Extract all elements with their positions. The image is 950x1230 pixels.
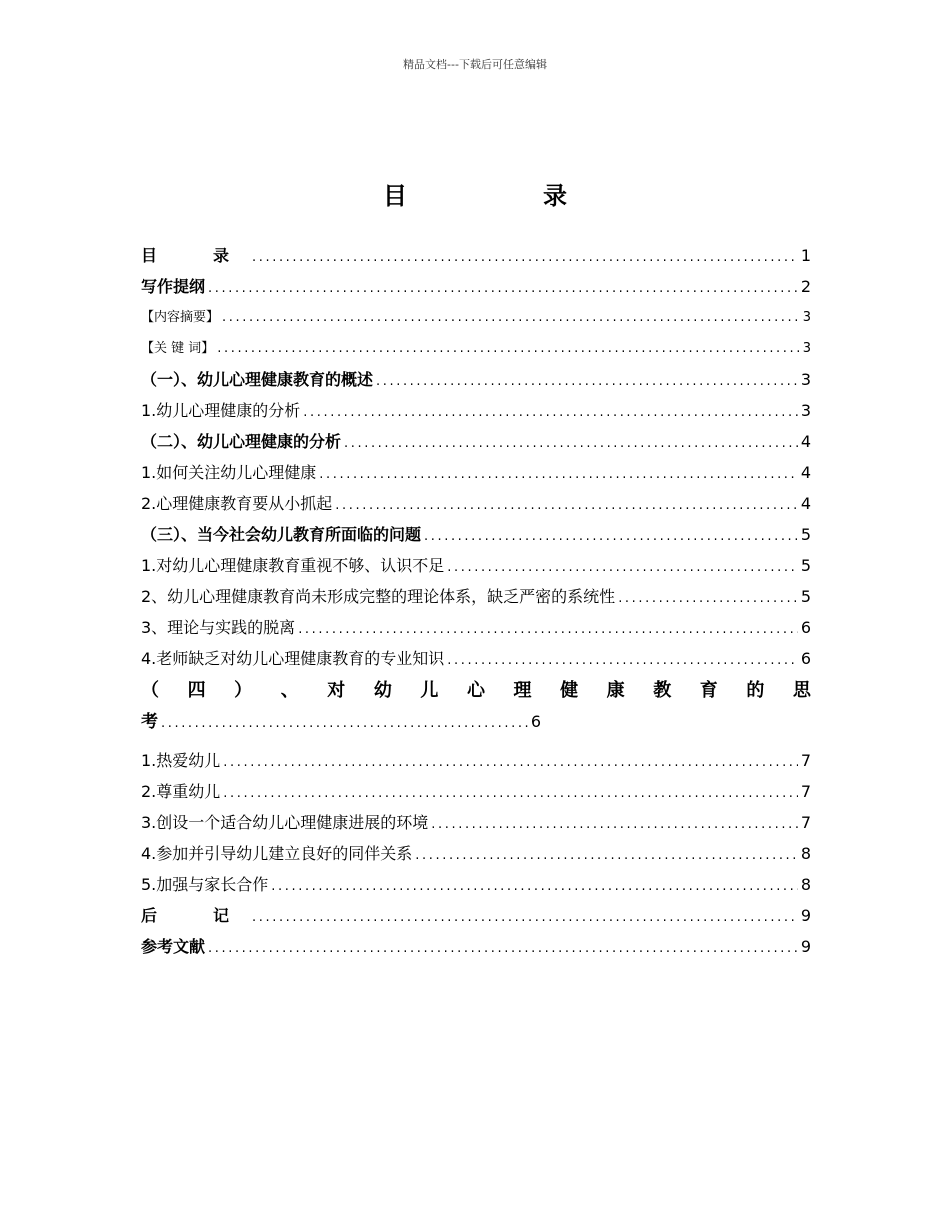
toc-entry[interactable] — [141, 745, 811, 776]
toc-entry[interactable] — [141, 364, 811, 395]
toc-entry-page: 7 — [800, 751, 811, 770]
toc-entry[interactable] — [141, 271, 811, 302]
heading-char: （ — [141, 680, 159, 701]
toc-entry-label: （二）、幼儿心理健康的分析 — [141, 432, 342, 451]
heading-char: 思 — [792, 680, 811, 701]
toc-entry-label: 【内容摘要】 — [141, 310, 220, 325]
toc-entry-label: 1.幼儿心理健康的分析 — [141, 401, 301, 420]
toc-entry[interactable] — [141, 838, 811, 869]
toc-leader-dots — [208, 273, 798, 302]
toc-leader-dots — [431, 809, 798, 838]
heading-char: 康 — [606, 680, 625, 701]
toc-entry-page: 8 — [800, 875, 811, 894]
toc-entry-page: 5 — [800, 525, 811, 544]
heading-char: 教 — [653, 680, 672, 701]
toc-leader-dots — [447, 645, 798, 674]
page-title: 目 录 — [383, 182, 623, 210]
toc-entry-page: 6 — [800, 618, 811, 637]
toc-entry-page: 3 — [802, 310, 811, 325]
toc-entry-label: 2.尊重幼儿 — [141, 782, 221, 801]
toc-entry-label: 目 录 — [141, 246, 250, 265]
toc-leader-dots — [208, 933, 798, 962]
toc-leader-dots — [223, 778, 798, 807]
page-header: 精品文档---下载后可任意编辑 — [403, 58, 547, 71]
toc-leader-dots — [447, 552, 798, 581]
table-of-contents — [141, 240, 811, 962]
toc-leader-dots — [252, 242, 798, 271]
heading-char: 四 — [187, 680, 206, 701]
toc-entry-label: 2.心理健康教育要从小抓起 — [141, 494, 333, 513]
heading-char: 儿 — [420, 680, 439, 701]
toc-entry-label: 考 — [141, 712, 158, 732]
toc-leader-dots — [303, 397, 798, 426]
toc-leader-dots — [376, 366, 798, 395]
toc-entry-page: 6 — [800, 649, 811, 668]
toc-entry-label: 3.创设一个适合幼儿心理健康进展的环境 — [141, 813, 429, 832]
toc-entry-page: 4 — [800, 432, 811, 451]
toc-entry[interactable] — [141, 807, 811, 838]
toc-leader-dots — [252, 902, 798, 931]
toc-entry-page: 8 — [800, 844, 811, 863]
toc-entry-page: 7 — [800, 813, 811, 832]
toc-leader-dots — [335, 490, 798, 519]
toc-entry-label: 后 记 — [141, 906, 250, 925]
toc-entry[interactable] — [141, 931, 811, 962]
spacer — [141, 737, 811, 745]
toc-leader-dots — [161, 708, 528, 737]
heading-char: ） — [234, 680, 253, 701]
toc-entry[interactable] — [141, 302, 811, 333]
toc-entry[interactable] — [141, 426, 811, 457]
toc-entry-label: 3、理论与实践的脱离 — [141, 618, 296, 637]
toc-leader-dots — [415, 840, 798, 869]
toc-entry-continuation[interactable] — [141, 706, 541, 737]
toc-entry-label: 参考文献 — [141, 937, 206, 956]
toc-leader-dots — [222, 302, 800, 333]
heading-char: 心 — [466, 680, 485, 701]
toc-entry[interactable] — [141, 240, 811, 271]
toc-leader-dots — [618, 583, 798, 612]
toc-entry-page: 4 — [800, 463, 811, 482]
toc-entry-label: 4.参加并引导幼儿建立良好的同伴关系 — [141, 844, 413, 863]
toc-leader-dots — [271, 871, 798, 900]
toc-entry-page: 5 — [800, 587, 811, 606]
toc-entry-page: 5 — [800, 556, 811, 575]
toc-entry[interactable] — [141, 519, 811, 550]
toc-entry-label: 1.对幼儿心理健康教育重视不够、认识不足 — [141, 556, 445, 575]
toc-entry[interactable] — [141, 333, 811, 364]
toc-entry[interactable] — [141, 488, 811, 519]
toc-entry-label: （一）、幼儿心理健康教育的概述 — [141, 370, 374, 389]
toc-entry-page: 9 — [800, 937, 811, 956]
toc-entry-page: 4 — [800, 494, 811, 513]
toc-entry-label: 写作提纲 — [141, 277, 206, 296]
heading-char: 育 — [699, 680, 718, 701]
toc-entry-page: 1 — [800, 246, 811, 265]
toc-entry-page: 3 — [800, 370, 811, 389]
toc-entry-label: 5.加强与家长合作 — [141, 875, 269, 894]
toc-entry-label: 1.如何关注幼儿心理健康 — [141, 463, 317, 482]
toc-leader-dots — [298, 614, 798, 643]
toc-leader-dots — [424, 521, 798, 550]
toc-entry[interactable] — [141, 869, 811, 900]
heading-char: 理 — [513, 680, 532, 701]
toc-entry[interactable] — [141, 612, 811, 643]
toc-entry-label: 4.老师缺乏对幼儿心理健康教育的专业知识 — [141, 649, 445, 668]
heading-char: 、 — [280, 680, 299, 701]
toc-entry-page: 2 — [800, 277, 811, 296]
toc-entry-page: 9 — [800, 906, 811, 925]
toc-entry-justified-heading[interactable] — [141, 676, 811, 706]
toc-entry[interactable] — [141, 900, 811, 931]
toc-entry[interactable] — [141, 550, 811, 581]
toc-entry-label: （三）、当今社会幼儿教育所面临的问题 — [141, 525, 422, 544]
toc-entry[interactable] — [141, 776, 811, 807]
toc-entry-page: 3 — [800, 401, 811, 420]
toc-entry-label: 1.热爱幼儿 — [141, 751, 221, 770]
toc-leader-dots — [223, 747, 798, 776]
toc-leader-dots — [217, 333, 799, 364]
toc-leader-dots — [344, 428, 798, 457]
heading-char: 对 — [327, 680, 346, 701]
heading-char: 健 — [560, 680, 579, 701]
toc-entry-label: 2、幼儿心理健康教育尚未形成完整的理论体系，缺乏严密的系统性 — [141, 587, 616, 606]
heading-char: 幼 — [373, 680, 392, 701]
toc-leader-dots — [319, 459, 798, 488]
toc-entry[interactable] — [141, 643, 811, 674]
toc-entry[interactable] — [141, 395, 811, 426]
toc-entry-label: 【关 键 词】 — [141, 341, 215, 356]
heading-char: 的 — [746, 680, 765, 701]
toc-entry[interactable] — [141, 581, 811, 612]
toc-entry-page: 7 — [800, 782, 811, 801]
toc-entry-page: 3 — [802, 341, 811, 356]
toc-entry[interactable] — [141, 457, 811, 488]
toc-entry-page: 6 — [530, 712, 541, 731]
